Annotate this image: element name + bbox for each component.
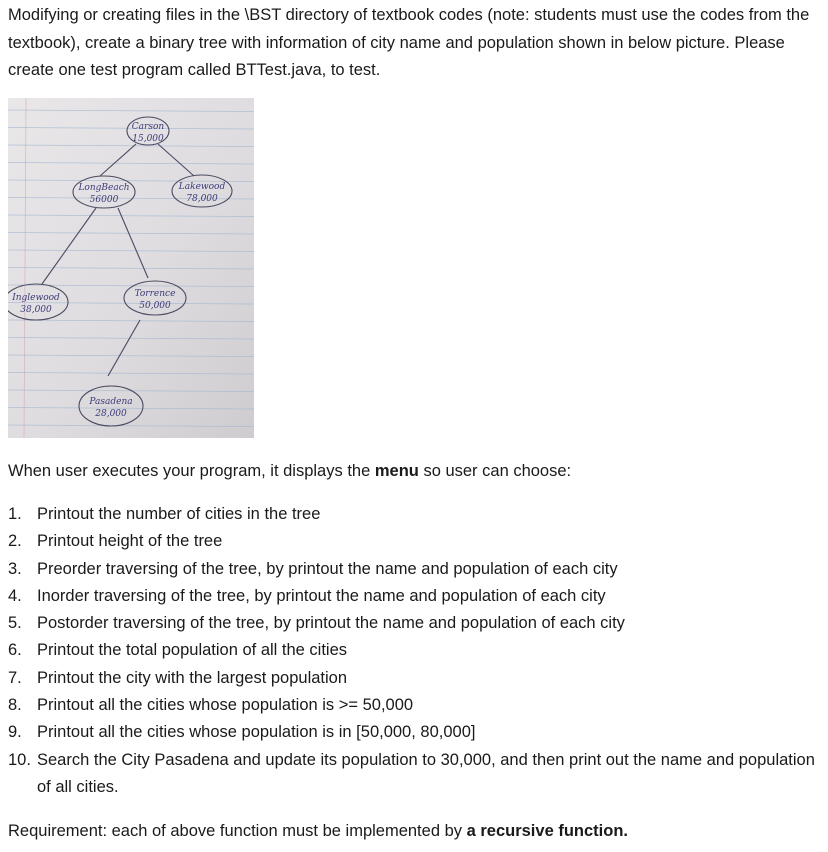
menu-intro-after: so user can choose: [418, 462, 572, 480]
menu-item-number: 1. [8, 505, 22, 523]
menu-item [8, 583, 820, 610]
menu-item-number: 10. [8, 750, 31, 769]
menu-item-number: 8. [8, 696, 22, 715]
menu-item-number: 2. [8, 532, 22, 551]
tree-node-population: 38,000 [20, 305, 52, 315]
menu-item-text: Printout all the cities whose population is >= 50,000 [37, 696, 414, 715]
tree-photo [8, 98, 254, 438]
menu-list [8, 501, 820, 801]
requirement-text: Requirement: each of above function must be implemented by [8, 822, 467, 840]
tree-node-population: 28,000 [95, 409, 127, 419]
menu-item-text: Printout height of the tree [37, 532, 223, 551]
tree-node-name: Pasadena [89, 397, 133, 407]
menu-item [8, 610, 820, 637]
menu-item [8, 719, 820, 746]
menu-intro-bold: menu [374, 462, 419, 480]
menu-item [8, 637, 820, 664]
menu-item-number: 3. [8, 559, 22, 578]
menu-item-text: Printout all the cities whose population is in [50,000, 80,000] [37, 723, 476, 742]
menu-item [8, 501, 820, 528]
tree-node-population: 78,000 [186, 194, 218, 204]
tree-node-name: Lakewood [178, 182, 226, 192]
menu-item-number: 7. [8, 668, 22, 687]
tree-node-population: 50,000 [139, 301, 171, 311]
menu-item-text: Postorder traversing of the tree, by printout the name and population of each city [37, 614, 625, 633]
menu-item-number: 5. [8, 614, 22, 633]
menu-item [8, 556, 820, 583]
menu-item-number: 4. [8, 586, 22, 605]
menu-item [8, 692, 820, 719]
menu-intro [8, 458, 820, 485]
menu-item-text: Preorder traversing of the tree, by printout the name and population of each city [37, 559, 618, 578]
tree-node-name: Inglewood [12, 293, 60, 303]
tree-node-population: 15,000 [132, 134, 164, 144]
menu-item [8, 665, 820, 692]
menu-item-text: Inorder traversing of the tree, by printout the name and population of each city [37, 586, 606, 605]
tree-node-name: LongBeach [78, 183, 130, 193]
tree-drawing [8, 98, 254, 438]
requirement-bold: a recursive function. [466, 822, 628, 840]
menu-item-number: 6. [8, 641, 22, 660]
intro-paragraph: Modifying or creating files in the \BST directory of textbook codes (note: students must use the codes from the textbook), create a binary tree with information of city name and population shown in below picture. Please create one test program called BTTest.java, to test. [8, 6, 810, 79]
menu-intro-before: When user executes your program, it displays the [8, 462, 375, 480]
menu-item-text: Printout the number of cities in the tree [37, 505, 321, 523]
menu-item [8, 528, 820, 555]
requirement [8, 818, 820, 845]
tree-node-name: Torrence [134, 289, 176, 299]
tree-node [127, 117, 169, 145]
tree-node-name: Carson [131, 122, 165, 132]
menu-item-number: 9. [8, 723, 22, 742]
menu-item-text: Printout the city with the largest population [37, 668, 348, 687]
menu-item [8, 747, 820, 802]
menu-item-text: Printout the total population of all the cities [37, 641, 348, 660]
menu-item-text: Search the City Pasadena and update its population to 30,000, and then print out the name and population of all cities. [37, 750, 815, 796]
tree-node-population: 56000 [89, 195, 119, 205]
